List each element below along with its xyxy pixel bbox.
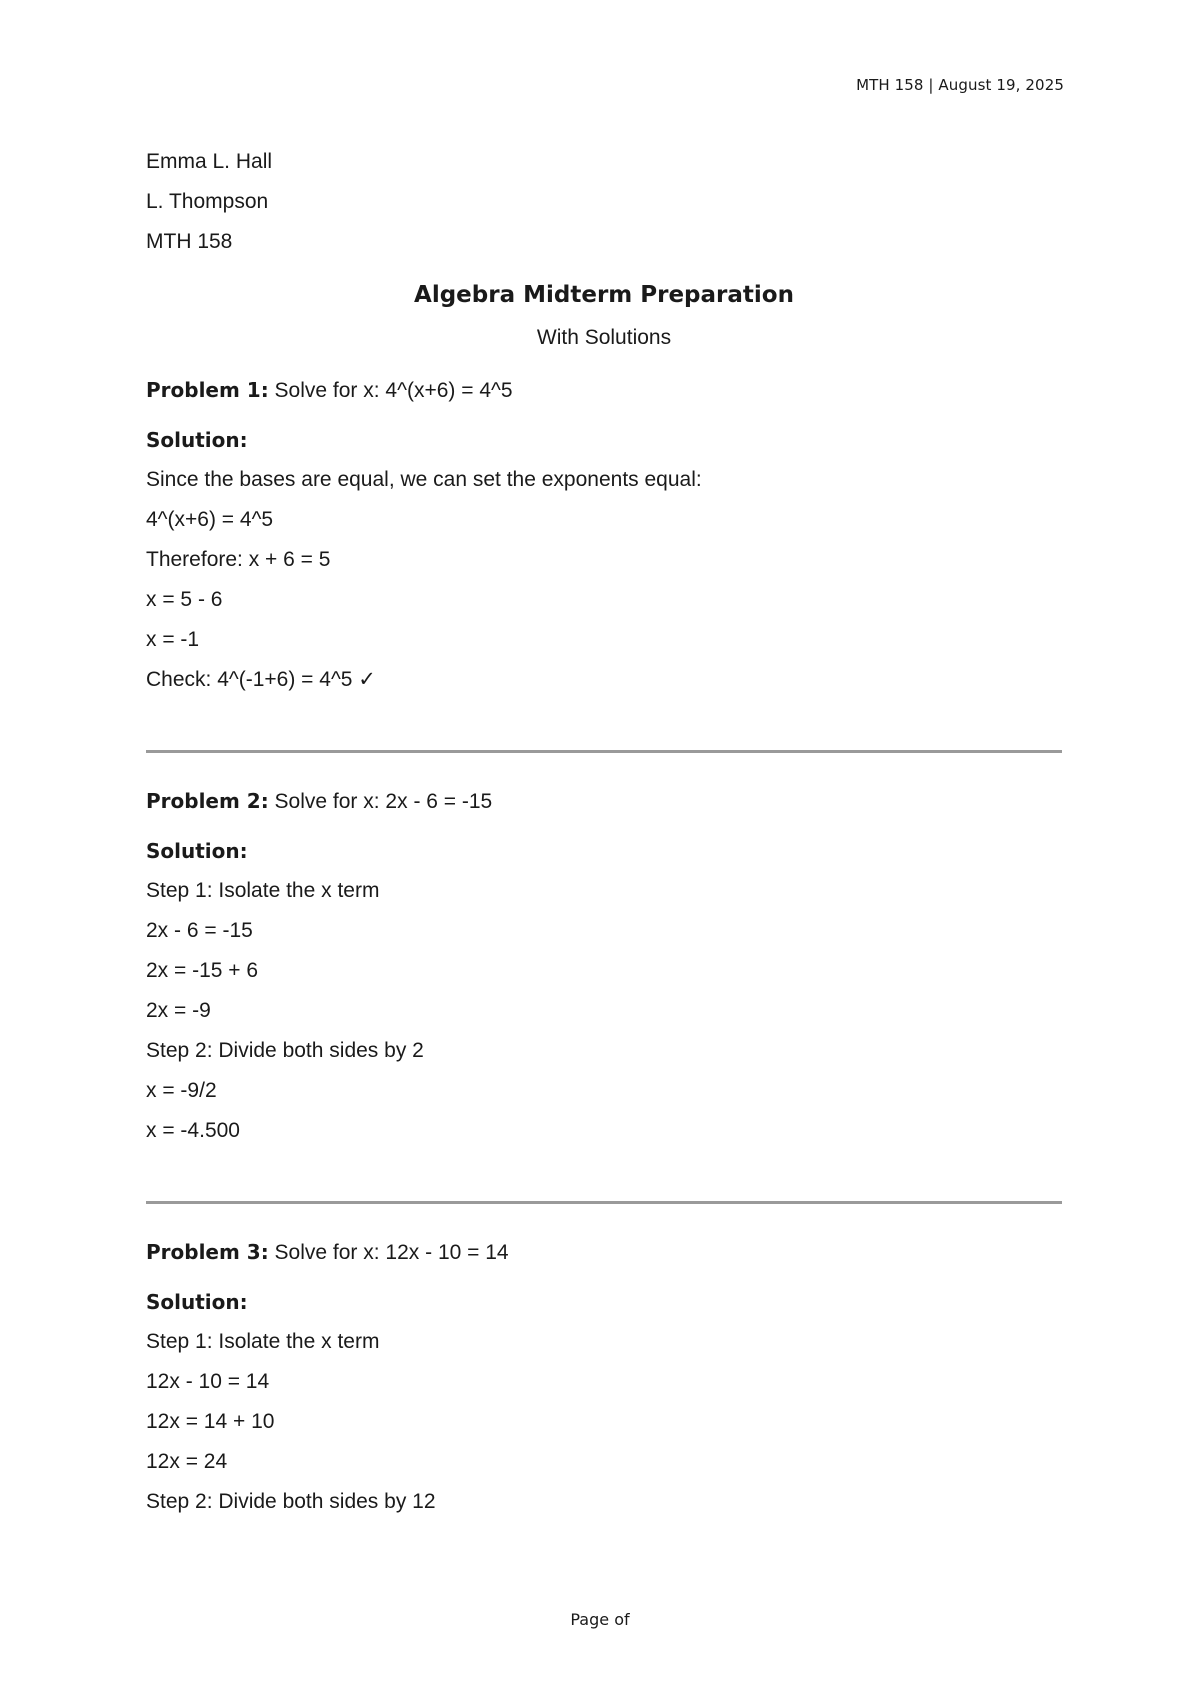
problem-statement [146,370,1062,410]
document-body [146,142,1062,1522]
solution-step: 2x = -9 [146,999,211,1022]
problem-text: Solve for x: 12x - 10 = 14 [268,1241,509,1264]
solution-step: 12x = 14 + 10 [146,1410,275,1433]
solution-step: Therefore: x + 6 = 5 [146,548,331,571]
problem-label: Problem 1: [146,378,269,402]
solution-step: Step 2: Divide both sides by 2 [146,1039,424,1062]
solution-step: Step 2: Divide both sides by 12 [146,1490,436,1513]
problem-label: Problem 3: [146,1240,269,1264]
problem-3 [146,1232,1062,1522]
solution-step: 12x = 24 [146,1450,228,1473]
solution-label: Solution: [146,1290,248,1314]
solution-step: Since the bases are equal, we can set the exponents equal: [146,468,702,491]
solution-step: 12x - 10 = 14 [146,1370,270,1393]
solution-step: x = -4.500 [146,1119,240,1142]
problem-text: Solve for x: 2x - 6 = -15 [268,790,493,813]
problem-2 [146,781,1062,1151]
problem-text: Solve for x: 4^(x+6) = 4^5 [268,379,513,402]
solution-step: 4^(x+6) = 4^5 [146,508,274,531]
instructor-name: L. Thompson [146,190,269,213]
course-code: MTH 158 [146,230,233,253]
solution-step: x = -9/2 [146,1079,217,1102]
solution-step: 2x - 6 = -15 [146,919,253,942]
problem-label: Problem 2: [146,789,269,813]
solution-step: Step 1: Isolate the x term [146,879,380,902]
solution-label: Solution: [146,428,248,452]
section-divider [146,1201,1062,1204]
document-title: Algebra Midterm Preparation [414,282,794,308]
student-name: Emma L. Hall [146,150,273,173]
document-subtitle: With Solutions [536,326,672,349]
solution-step: x = 5 - 6 [146,588,223,611]
solution-step: Step 1: Isolate the x term [146,1330,380,1353]
solution-label: Solution: [146,839,248,863]
problem-statement [146,1232,1062,1272]
section-divider [146,750,1062,753]
solution-step: x = -1 [146,628,200,651]
problem-statement [146,781,1062,821]
problem-1 [146,370,1062,700]
solution-step: 2x = -15 + 6 [146,959,259,982]
solution-step: Check: 4^(-1+6) = 4^5 ✓ [146,668,376,691]
page-header: MTH 158 | August 19, 2025 [856,76,1064,94]
page-footer: Page of [570,1610,630,1629]
